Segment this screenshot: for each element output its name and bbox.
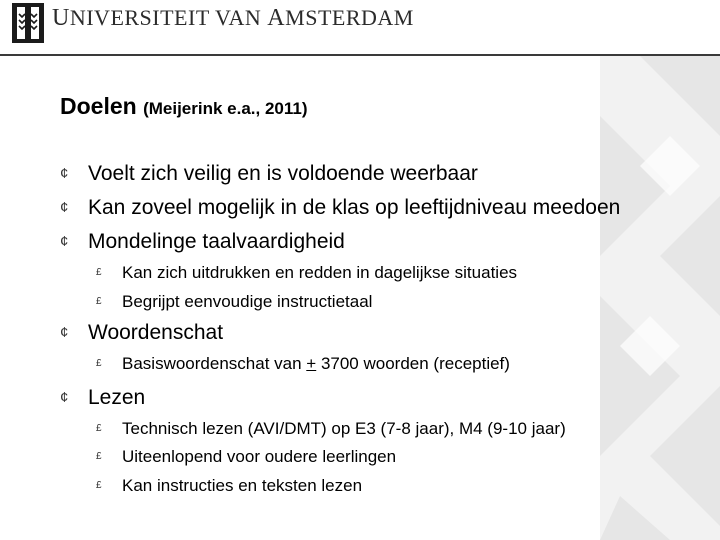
- sub-bullet-icon: £: [96, 296, 102, 307]
- sub-bullet-icon: £: [96, 358, 102, 369]
- sub-bullet-icon: £: [96, 480, 102, 491]
- header: [0, 0, 720, 56]
- bullet-icon: ¢: [60, 233, 69, 250]
- sub-bullet-icon: £: [96, 267, 102, 278]
- institution-name: UNIVERSITEIT VAN AMSTERDAM: [52, 5, 414, 31]
- bullet-icon: ¢: [60, 165, 69, 182]
- sub-bullet-icon: £: [96, 451, 102, 462]
- bullet-icon: ¢: [60, 324, 69, 341]
- slide-title: [60, 93, 308, 120]
- title-main: Doelen: [60, 93, 137, 119]
- bullet-icon: ¢: [60, 389, 69, 406]
- university-logo: [12, 3, 44, 43]
- decorative-pattern: [600, 56, 720, 540]
- bullet-icon: ¢: [60, 199, 69, 216]
- sub-bullet-icon: £: [96, 423, 102, 434]
- title-reference: (Meijerink e.a., 2011): [143, 99, 308, 118]
